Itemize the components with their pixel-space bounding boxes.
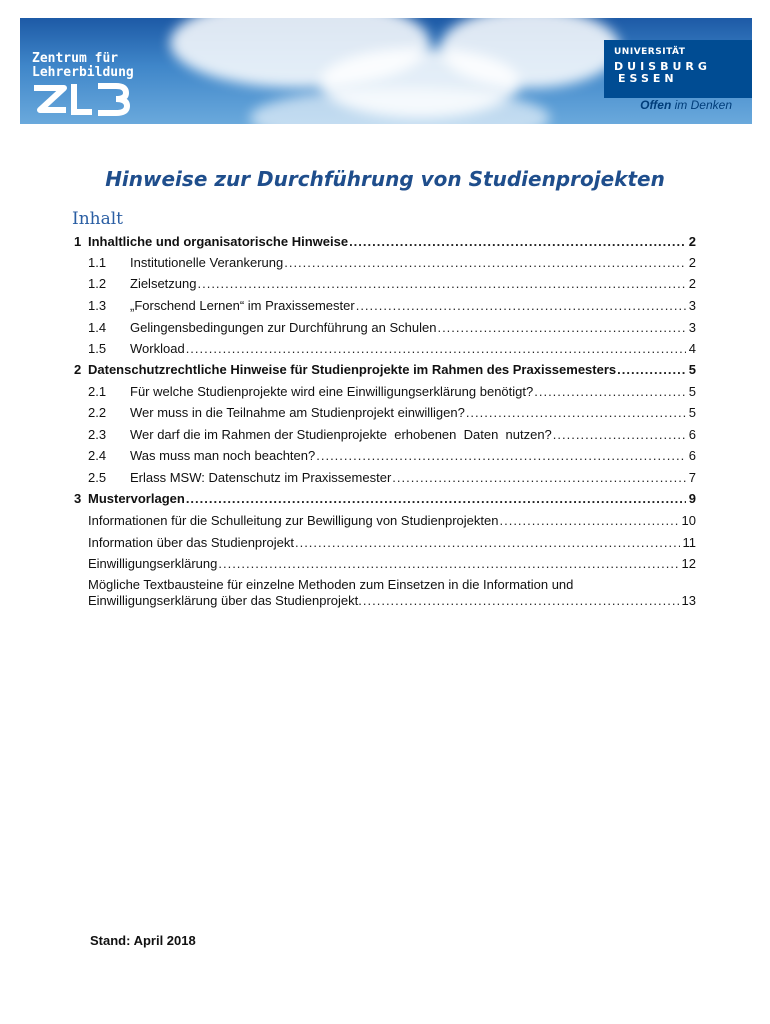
toc-leader [186,491,686,507]
toc-entry[interactable] [88,556,696,572]
toc-entry[interactable] [74,491,696,507]
toc-number: 1.4 [88,320,107,335]
toc-leader [186,341,686,357]
toc-entry[interactable] [88,513,696,529]
toc-page: 3 [688,298,696,313]
document-title: Hinweise zur Durchführung von Studienprojekten [105,167,665,191]
toc-entry[interactable] [88,341,696,357]
toc-entry-line1[interactable]: Mögliche Textbausteine für einzelne Methoden zum Einsetzen in die Information und [88,577,574,592]
uni-line1: UNIVERSITÄT [614,47,686,57]
toc-text: Was muss man noch beachten? [130,448,316,463]
toc-text: Datenschutzrechtliche Hinweise für Studienprojekte im Rahmen des Praxissemesters [88,362,617,377]
toc-page: 5 [688,384,696,399]
uni-line2: DUISBURG [614,60,711,73]
toc-text: Wer darf die im Rahmen der Studienprojekte erhobenen Daten nutzen? [130,427,552,442]
header-banner [20,18,752,124]
toc-page: 2 [688,276,696,291]
toc-page: 11 [682,535,696,550]
toc-text: Einwilligungserklärung [88,556,218,571]
toc-text: Einwilligungserklärung über das Studienprojekt. [88,593,362,608]
toc-number: 2.3 [88,427,107,442]
toc-number: 2.1 [88,384,107,399]
toc-entry[interactable] [88,384,696,400]
toc-leader [553,427,686,443]
toc-text: Informationen für die Schulleitung zur Bewilligung von Studienprojekten [88,513,499,528]
toc-number: 1.1 [88,255,107,270]
toc-page: 6 [688,448,696,463]
toc-entry[interactable] [74,234,696,250]
stand-date: Stand: April 2018 [90,933,196,948]
toc-leader [363,593,679,609]
toc-entry[interactable] [88,405,696,421]
toc-text: Institutionelle Verankerung [130,255,284,270]
toc-entry[interactable] [88,255,696,271]
toc-entry[interactable] [88,593,696,609]
toc-page: 2 [688,255,696,270]
toc-page: 5 [688,362,696,377]
toc-text: Erlass MSW: Datenschutz im Praxissemester [130,470,392,485]
toc-number: 3 [74,491,82,506]
toc-leader [316,448,686,464]
toc-text: Gelingensbedingungen zur Durchführung an Schulen [130,320,437,335]
toc-text: Wer muss in die Teilnahme am Studienprojekt einwilligen? [130,405,465,420]
toc-text: Zielsetzung [130,276,197,291]
toc-page: 10 [681,513,696,528]
toc-leader [534,384,686,400]
toc-page: 13 [681,593,696,608]
toc-leader [466,405,686,421]
toc-page: 5 [688,405,696,420]
toc-leader [617,362,686,378]
toc-entry[interactable] [88,298,696,314]
university-logo [604,40,752,98]
zlb-logo [30,82,130,116]
toc-entry[interactable] [74,362,696,378]
toc-page: 3 [688,320,696,335]
toc-heading: Inhalt [72,209,124,229]
toc-number: 2.2 [88,405,107,420]
toc-entry[interactable] [88,427,696,443]
toc-entry[interactable] [88,448,696,464]
university-slogan [640,98,732,112]
toc-entry[interactable] [88,276,696,292]
toc-text: Mustervorlagen [88,491,185,506]
toc-number: 1.2 [88,276,107,291]
toc-text: Für welche Studienprojekte wird eine Einwilligungserklärung benötigt? [130,384,534,399]
toc-leader [499,513,678,529]
toc-leader [197,276,685,292]
toc-number: 1.3 [88,298,107,313]
slogan-bold: Offen [640,98,672,112]
toc-number: 1.5 [88,341,107,356]
toc-entry[interactable] [88,320,696,336]
toc-leader [218,556,678,572]
toc-number: 1 [74,234,82,249]
slogan-rest: im Denken [671,98,732,112]
toc-number: 2.5 [88,470,107,485]
toc-leader [284,255,686,271]
toc-page: 4 [688,341,696,356]
toc-leader [437,320,685,336]
toc-entry[interactable] [88,535,696,551]
toc-text: „Forschend Lernen“ im Praxissemester [130,298,355,313]
toc-page: 2 [688,234,696,249]
toc-text: Information über das Studienprojekt [88,535,294,550]
toc-text: Workload [130,341,185,356]
toc-leader [295,535,680,551]
toc-text: Inhaltliche und organisatorische Hinweise [88,234,349,249]
toc-page: 7 [688,470,696,485]
uni-line3: ESSEN [618,72,678,85]
toc-leader [349,234,686,250]
toc-entry[interactable] [88,470,696,486]
toc-number: 2 [74,362,82,377]
toc-leader [356,298,686,314]
toc-number: 2.4 [88,448,107,463]
zlb-line1: Zentrum für [32,51,119,66]
toc-page: 6 [688,427,696,442]
toc-page: 9 [688,491,696,506]
zlb-name [32,52,134,80]
toc-page: 12 [681,556,696,571]
toc-leader [392,470,685,486]
zlb-line2: Lehrerbildung [32,65,134,80]
